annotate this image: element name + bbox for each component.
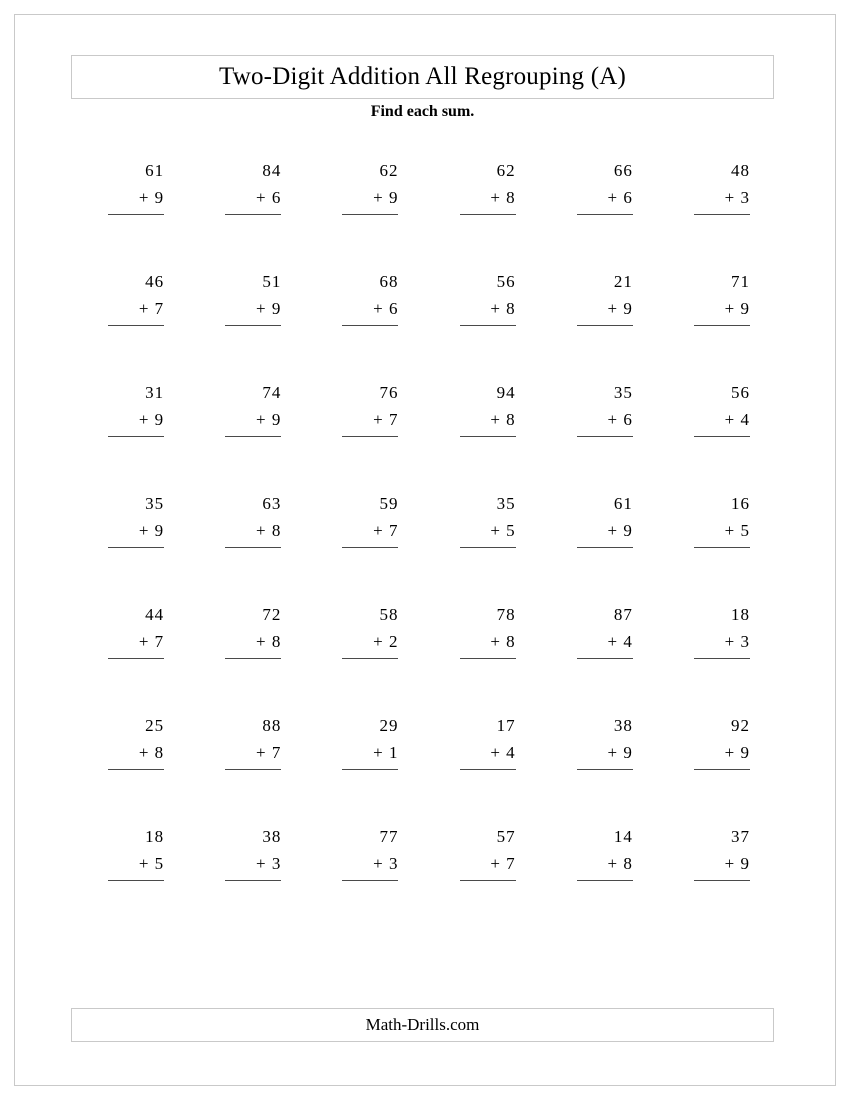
problem-cell	[71, 715, 188, 826]
addend-top: 17	[496, 716, 516, 735]
problem-cell	[305, 715, 422, 826]
sum-rule	[342, 436, 398, 437]
addend-bottom: + 7	[138, 299, 165, 318]
sum-rule	[694, 769, 750, 770]
addend-bottom: + 5	[138, 854, 165, 873]
problem-cell	[305, 604, 422, 715]
addend-top: 62	[379, 161, 399, 180]
sum-rule	[225, 214, 281, 215]
addend-bottom: + 9	[607, 299, 633, 318]
addend-top: 18	[145, 827, 165, 846]
sum-rule	[460, 547, 516, 548]
addend-bottom: + 9	[724, 299, 750, 318]
addend-bottom: + 9	[373, 188, 399, 207]
addend-top: 16	[730, 494, 750, 513]
sum-rule	[225, 769, 281, 770]
addend-bottom: + 9	[607, 743, 633, 762]
problem-cell	[540, 826, 657, 937]
addend-bottom: + 8	[490, 410, 516, 429]
addend-bottom: + 8	[255, 521, 282, 540]
problem-cell	[305, 826, 422, 937]
addend-top: 14	[613, 827, 633, 846]
addend-bottom: + 3	[724, 632, 750, 651]
problem-cell	[71, 160, 188, 271]
addend-top: 92	[730, 716, 750, 735]
addend-top: 35	[613, 383, 633, 402]
problem-cell	[188, 715, 305, 826]
addend-bottom: + 9	[138, 521, 165, 540]
sum-rule	[342, 658, 398, 659]
sum-rule	[225, 658, 281, 659]
addend-top: 38	[262, 827, 282, 846]
addend-top: 84	[262, 161, 282, 180]
sum-rule	[342, 769, 398, 770]
addend-bottom: + 8	[490, 632, 516, 651]
addend-bottom: + 7	[138, 632, 165, 651]
sum-rule	[342, 880, 398, 881]
problem-cell	[657, 160, 774, 271]
addend-top: 62	[496, 161, 516, 180]
problem-cell	[540, 604, 657, 715]
problem-cell	[540, 493, 657, 604]
problem-cell	[657, 715, 774, 826]
instruction-text: Find each sum.	[370, 103, 475, 120]
addend-top: 94	[496, 383, 516, 402]
problem-cell	[540, 715, 657, 826]
sum-rule	[460, 214, 516, 215]
sum-rule	[225, 325, 281, 326]
addend-bottom: + 9	[255, 410, 282, 429]
addend-bottom: + 6	[607, 410, 633, 429]
sum-rule	[577, 880, 633, 881]
addend-bottom: + 3	[724, 188, 750, 207]
problem-cell	[188, 493, 305, 604]
problem-cell	[305, 271, 422, 382]
sum-rule	[108, 769, 164, 770]
problem-cell	[422, 382, 539, 493]
page-title: Two-Digit Addition All Regrouping (A)	[218, 63, 627, 90]
addend-bottom: + 4	[490, 743, 516, 762]
problem-cell	[71, 382, 188, 493]
problem-cell	[71, 271, 188, 382]
sum-rule	[577, 547, 633, 548]
sum-rule	[577, 436, 633, 437]
addend-top: 74	[262, 383, 282, 402]
addend-top: 66	[613, 161, 633, 180]
sum-rule	[460, 436, 516, 437]
sum-rule	[694, 658, 750, 659]
problem-cell	[540, 271, 657, 382]
addend-bottom: + 8	[490, 188, 516, 207]
addend-top: 61	[145, 161, 165, 180]
problem-cell	[422, 160, 539, 271]
problem-cell	[540, 160, 657, 271]
problem-cell	[657, 271, 774, 382]
sum-rule	[108, 658, 164, 659]
addend-top: 76	[379, 383, 399, 402]
addend-top: 88	[262, 716, 282, 735]
addend-top: 57	[496, 827, 516, 846]
addend-top: 77	[379, 827, 399, 846]
sum-rule	[577, 214, 633, 215]
problem-cell	[188, 160, 305, 271]
title-box	[71, 55, 774, 99]
addend-bottom: + 6	[373, 299, 399, 318]
sum-rule	[460, 880, 516, 881]
problem-cell	[188, 271, 305, 382]
problems-grid	[71, 160, 774, 937]
sum-rule	[342, 547, 398, 548]
sum-rule	[694, 436, 750, 437]
addend-bottom: + 6	[607, 188, 633, 207]
problem-cell	[71, 493, 188, 604]
sum-rule	[577, 769, 633, 770]
sum-rule	[342, 325, 398, 326]
addend-bottom: + 9	[138, 410, 165, 429]
sum-rule	[108, 880, 164, 881]
addend-top: 68	[379, 272, 399, 291]
problem-cell	[422, 715, 539, 826]
problem-cell	[188, 604, 305, 715]
problem-cell	[305, 493, 422, 604]
addend-top: 44	[145, 605, 165, 624]
problem-cell	[422, 604, 539, 715]
addend-bottom: + 7	[255, 743, 282, 762]
addend-bottom: + 1	[373, 743, 399, 762]
sum-rule	[225, 880, 281, 881]
problem-cell	[657, 826, 774, 937]
addend-top: 31	[145, 383, 165, 402]
addend-bottom: + 4	[724, 410, 750, 429]
addend-top: 71	[730, 272, 750, 291]
addend-top: 21	[613, 272, 633, 291]
addend-bottom: + 9	[724, 854, 750, 873]
problem-cell	[188, 826, 305, 937]
addend-bottom: + 9	[607, 521, 633, 540]
problem-cell	[540, 382, 657, 493]
addend-bottom: + 8	[490, 299, 516, 318]
addend-bottom: + 5	[724, 521, 750, 540]
sum-rule	[460, 658, 516, 659]
addend-top: 48	[730, 161, 750, 180]
addend-top: 61	[613, 494, 633, 513]
addend-bottom: + 8	[607, 854, 633, 873]
sum-rule	[108, 436, 164, 437]
problem-cell	[71, 604, 188, 715]
addend-bottom: + 6	[255, 188, 282, 207]
addend-bottom: + 3	[255, 854, 282, 873]
addend-bottom: + 5	[490, 521, 516, 540]
addend-bottom: + 2	[373, 632, 399, 651]
sum-rule	[225, 547, 281, 548]
problem-cell	[422, 826, 539, 937]
addend-top: 51	[262, 272, 282, 291]
sum-rule	[694, 325, 750, 326]
addend-bottom: + 9	[724, 743, 750, 762]
footer-box	[71, 1008, 774, 1042]
sum-rule	[694, 547, 750, 548]
addend-top: 35	[145, 494, 165, 513]
addend-top: 78	[496, 605, 516, 624]
addend-top: 35	[496, 494, 516, 513]
problem-cell	[657, 604, 774, 715]
problem-cell	[188, 382, 305, 493]
sum-rule	[108, 214, 164, 215]
addend-bottom: + 8	[255, 632, 282, 651]
addend-top: 18	[730, 605, 750, 624]
problem-cell	[422, 493, 539, 604]
addend-top: 56	[730, 383, 750, 402]
addend-top: 38	[613, 716, 633, 735]
problem-cell	[657, 382, 774, 493]
problem-cell	[422, 271, 539, 382]
addend-bottom: + 9	[255, 299, 282, 318]
addend-bottom: + 8	[138, 743, 165, 762]
addend-top: 25	[145, 716, 165, 735]
sum-rule	[577, 325, 633, 326]
addend-top: 29	[379, 716, 399, 735]
addend-bottom: + 7	[490, 854, 516, 873]
sum-rule	[108, 547, 164, 548]
addend-top: 58	[379, 605, 399, 624]
sum-rule	[225, 436, 281, 437]
addend-top: 59	[379, 494, 399, 513]
addend-top: 72	[262, 605, 282, 624]
sum-rule	[577, 658, 633, 659]
addend-bottom: + 9	[138, 188, 165, 207]
sum-rule	[342, 214, 398, 215]
problem-cell	[657, 493, 774, 604]
addend-bottom: + 7	[373, 410, 399, 429]
problem-cell	[305, 382, 422, 493]
addend-top: 37	[730, 827, 750, 846]
sum-rule	[694, 880, 750, 881]
sum-rule	[108, 325, 164, 326]
addend-bottom: + 7	[373, 521, 399, 540]
sum-rule	[460, 769, 516, 770]
addend-top: 56	[496, 272, 516, 291]
addend-top: 87	[613, 605, 633, 624]
sum-rule	[460, 325, 516, 326]
problem-cell	[71, 826, 188, 937]
footer-label: Math-Drills.com	[365, 1015, 480, 1034]
addend-top: 46	[145, 272, 165, 291]
addend-top: 63	[262, 494, 282, 513]
addend-bottom: + 3	[373, 854, 399, 873]
problem-cell	[305, 160, 422, 271]
sum-rule	[694, 214, 750, 215]
addend-bottom: + 4	[607, 632, 633, 651]
